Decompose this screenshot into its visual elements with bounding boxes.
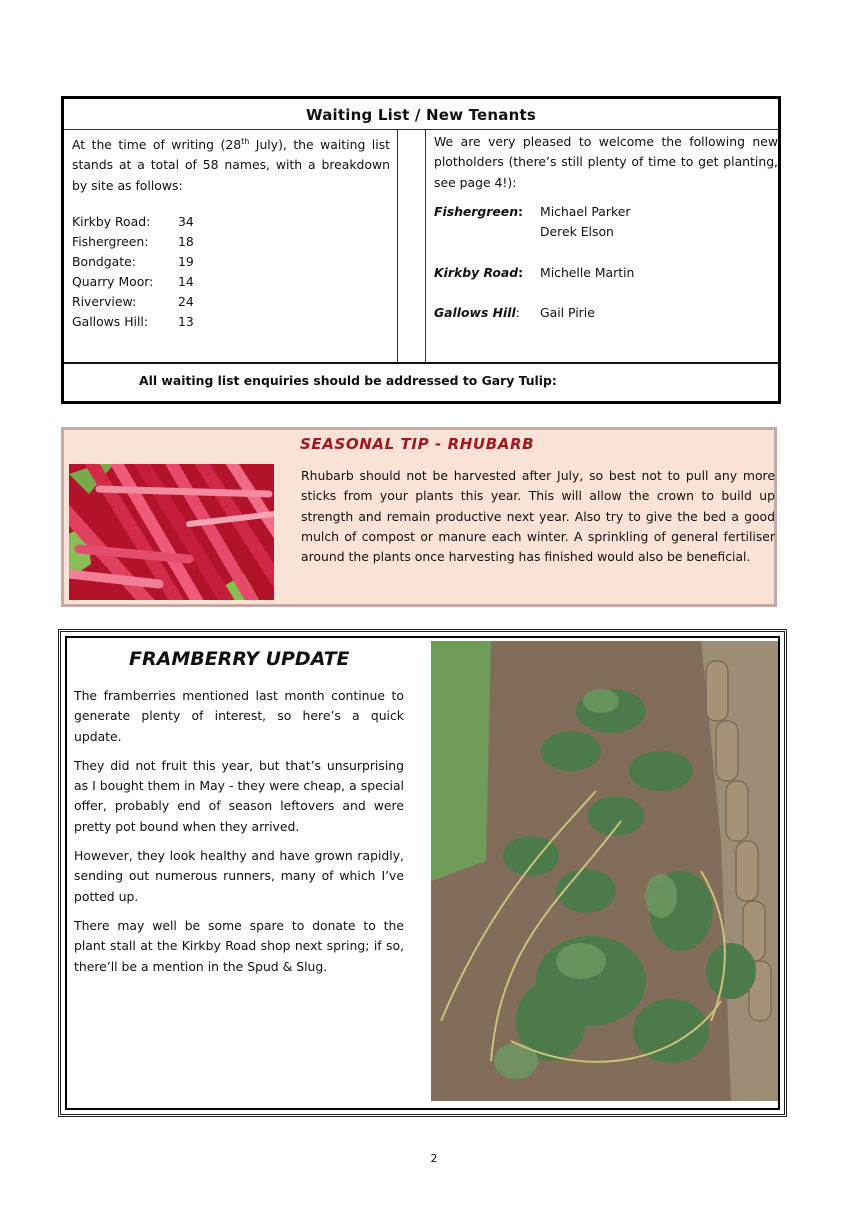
site-name: Quarry Moor: xyxy=(72,274,154,289)
framberry-paragraph: The framberries mentioned last month continue to generate plenty of interest, so here’s a quick update. xyxy=(74,688,404,744)
framberry-paragraph: They did not fruit this year, but that’s unsurprising as I bought them in May - they were cheap, a special offer, probably end of season leftovers and were pretty pot bound when they arrived. xyxy=(74,757,404,834)
framberry-paragraph: There may well be some spare to donate to the plant stall at the Kirkby Road shop next spring; if so, there’ll be a mention in the Spud & Slug. xyxy=(74,917,404,974)
waiting-list-box xyxy=(61,96,781,404)
tenant-site: Fishergreen: xyxy=(434,204,523,219)
seasonal-tip-title: SEASONAL TIP - RHUBARB xyxy=(300,435,535,453)
site-name: Kirkby Road: xyxy=(72,214,151,229)
rhubarb-illustration xyxy=(69,464,274,600)
tenant-site: Kirkby Road: xyxy=(434,265,524,280)
intro-superscript: th xyxy=(241,137,250,146)
tenant-name: Michelle Martin xyxy=(540,265,635,280)
site-name: Fishergreen: xyxy=(72,234,149,249)
framberry-box xyxy=(58,629,787,1117)
site-row xyxy=(72,212,194,232)
rhubarb-photo xyxy=(69,464,274,600)
site-count: 19 xyxy=(178,254,194,269)
site-count: 18 xyxy=(178,234,194,249)
intro-text-rest: July), the waiting list stands at a total of 58 names, with a breakdown by site as follows: xyxy=(72,137,391,193)
waiting-list-intro xyxy=(72,132,390,196)
site-name: Bondgate: xyxy=(72,254,136,269)
framberry-title: FRAMBERRY UPDATE xyxy=(129,648,350,670)
site-name: Riverview: xyxy=(72,294,137,309)
site-count: 14 xyxy=(178,274,194,289)
enquiries-note: All waiting list enquiries should be addressed to Gary Tulip: xyxy=(139,373,557,388)
site-name: Gallows Hill: xyxy=(72,314,149,329)
site-count: 24 xyxy=(178,294,194,309)
column-spacer xyxy=(398,130,426,362)
strawberry-plants-photo xyxy=(431,641,778,1101)
tenant-name: Michael Parker xyxy=(540,204,631,219)
tenant-site: Gallows Hill: xyxy=(434,305,520,320)
new-tenant-entry xyxy=(434,263,634,283)
framberry-body xyxy=(74,686,404,986)
site-row xyxy=(72,232,194,252)
tenant-name: Gail Pirie xyxy=(540,305,595,320)
site-count: 13 xyxy=(178,314,194,329)
seasonal-tip-text: Rhubarb should not be harvested after July, so best not to pull any more sticks from your plants this year. This will allow the crown to build up strength and remain productive next year. Also try to give the bed a good mulch of compost or manure each winter. A sprinkling of general fertiliser around the plants once harvesting has finished would also be beneficial. xyxy=(301,468,775,565)
seasonal-tip-box xyxy=(61,427,777,607)
strawberry-plants-illustration xyxy=(431,641,778,1101)
intro-text: At the time of writing (28 xyxy=(72,137,242,153)
new-tenant-entry xyxy=(434,303,595,323)
new-tenants-panel xyxy=(426,130,778,362)
waiting-list-title: Waiting List / New Tenants xyxy=(64,99,778,130)
page-number: 2 xyxy=(430,1152,438,1165)
new-tenant-entry xyxy=(434,202,630,243)
waiting-list-footer xyxy=(64,362,778,403)
site-row xyxy=(72,272,194,292)
framberry-inner-frame xyxy=(65,636,780,1110)
waiting-list-summary xyxy=(64,130,398,362)
site-count: 34 xyxy=(178,214,194,229)
tenant-name: Derek Elson xyxy=(540,224,614,240)
welcome-text: We are very pleased to welcome the following new plotholders (there’s still plenty of time to get planting, see page 4!): xyxy=(434,134,778,190)
site-row xyxy=(72,292,194,312)
site-row xyxy=(72,312,194,332)
site-row xyxy=(72,252,194,272)
framberry-paragraph: However, they look healthy and have grown rapidly, sending out numerous runners, many of which I’ve potted up. xyxy=(74,848,404,904)
